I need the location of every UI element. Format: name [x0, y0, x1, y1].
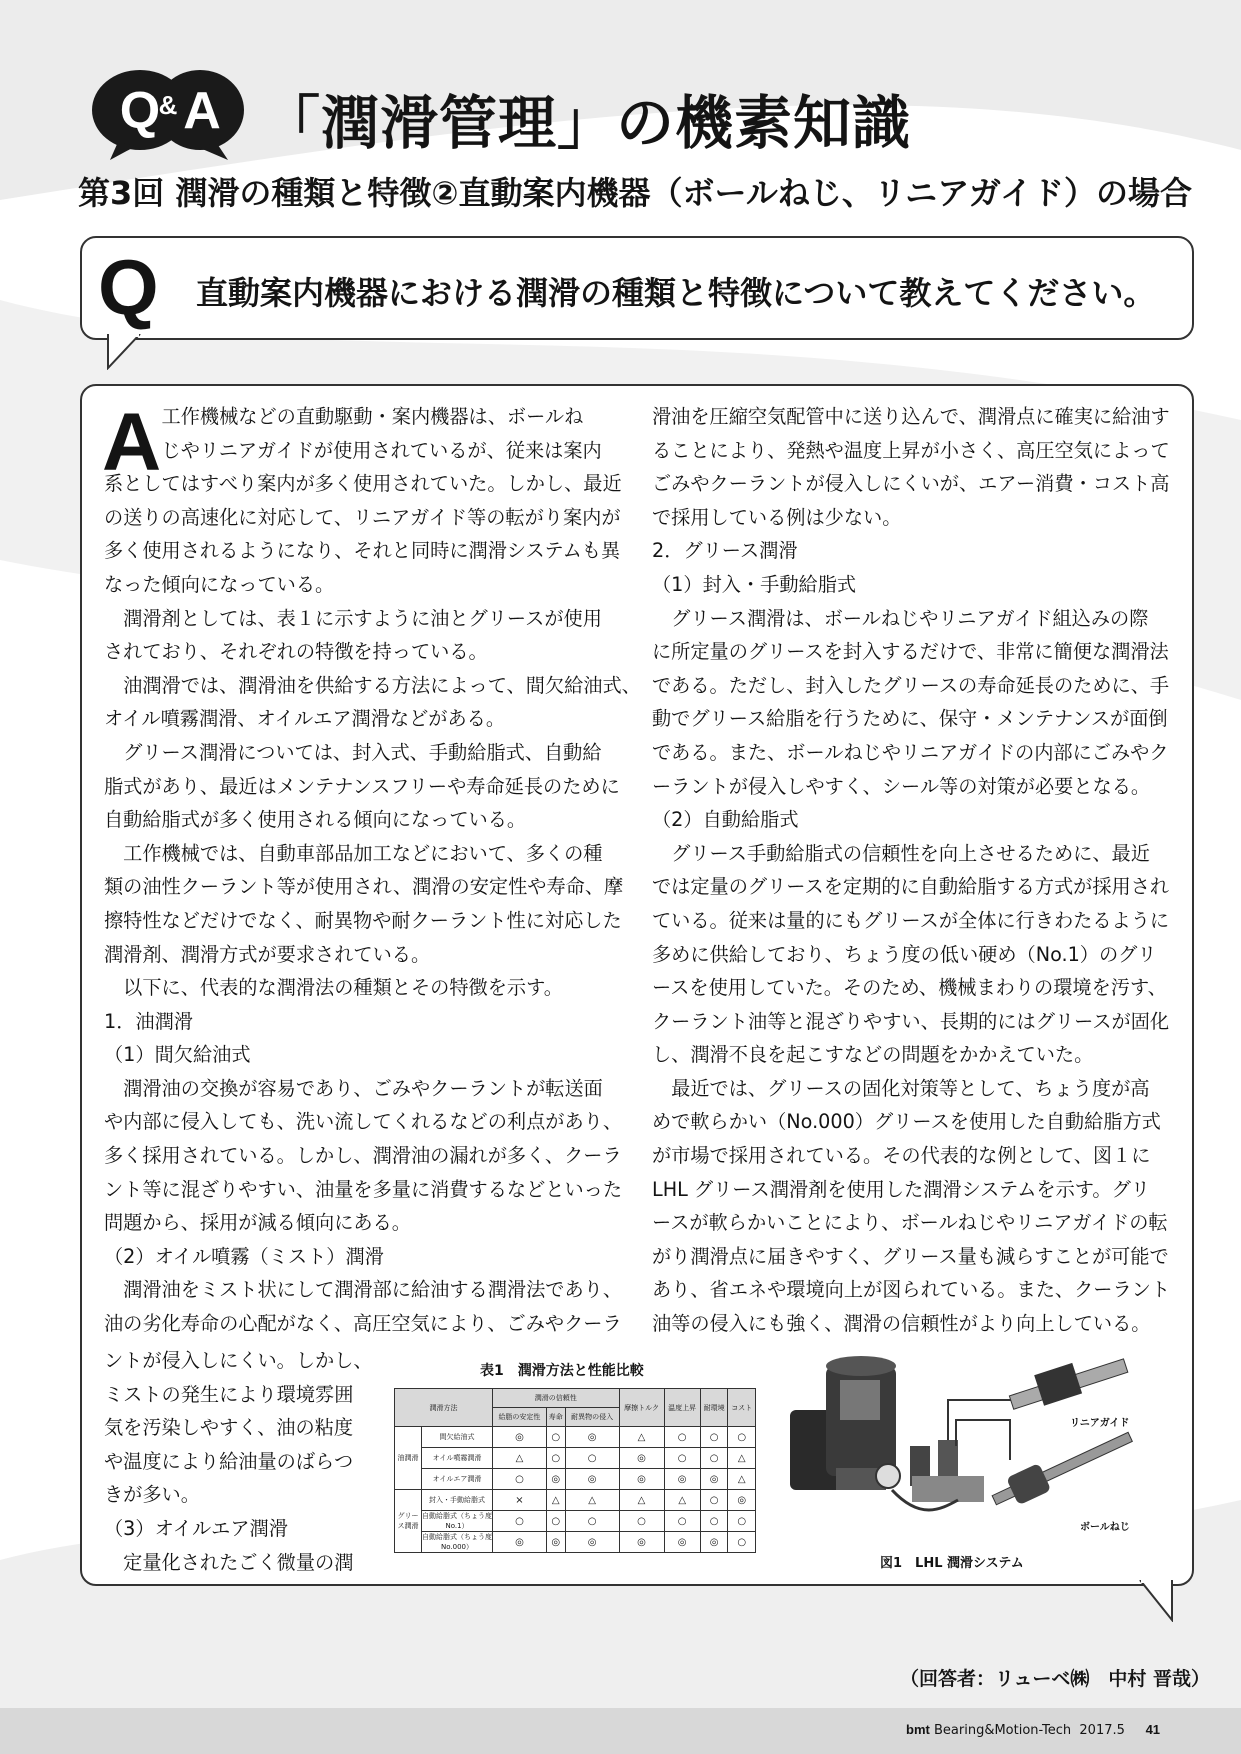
table-row-label: 封入・手動給脂式: [422, 1490, 493, 1511]
text-line: の送りの高速化に対応して、リニアガイド等の転がり案内が: [104, 505, 621, 529]
text-line: 類の油性クーラント等が使用され、潤滑の安定性や寿命、摩: [104, 875, 624, 899]
footer-issue: 2017.5: [1079, 1723, 1125, 1738]
performance-table: [394, 1388, 756, 1553]
text-line: 滑油を圧縮空気配管中に送り込んで、潤滑点に確実に給油す: [652, 405, 1170, 428]
table-method-header: 潤滑方法: [395, 1389, 493, 1427]
text-line: や内部に侵入しても、洗い流してくれるなどの利点があり、: [104, 1110, 623, 1134]
table-row: [395, 1448, 756, 1469]
table-cell: △: [546, 1490, 565, 1511]
answer-tail: [1132, 1580, 1182, 1622]
table-row-label: 自動給脂式（ちょう度No.000）: [422, 1533, 492, 1551]
table-cell: ○: [565, 1448, 619, 1469]
table-cell: ○: [546, 1511, 565, 1532]
text-line: グリース手動給脂式の信頼性を向上させるために、最近: [652, 841, 1150, 865]
page-title: 「潤滑管理」の機素知識: [262, 89, 912, 157]
page-subtitle: 第3回 潤滑の種類と特徴②直動案内機器（ボールねじ、リニアガイド）の場合: [78, 174, 1192, 212]
table-column-header: 摩擦トルク: [619, 1389, 664, 1427]
table-cell: ◎: [493, 1427, 547, 1448]
table-column-header: 耐環境: [700, 1389, 728, 1427]
text-line: 気を汚染しやすく、油の粘度: [104, 1416, 354, 1440]
text-line: 多めに供給しており、ちょう度の低い硬め（No.1）のグリ: [652, 942, 1157, 966]
table-row-label: 自動給脂式（ちょう度No.1）: [422, 1512, 492, 1530]
text-line: ント等に混ざりやすい、油量を多量に消費するなどといった: [104, 1177, 623, 1201]
text-line: ースが軟らかいことにより、ボールねじやリニアガイドの転: [652, 1211, 1168, 1235]
table-cell: ◎: [728, 1490, 756, 1511]
text-line: 油等の侵入にも強く、潤滑の信頼性がより向上している。: [652, 1312, 1151, 1336]
text-line: 工作機械では、自動車部品加工などにおいて、多くの種: [104, 841, 603, 865]
text-line: あり、省エネや環境向上が図られている。また、クーラント: [652, 1278, 1171, 1302]
text-line: 1．油潤滑: [104, 1009, 193, 1033]
text-line: （2）自動給脂式: [652, 808, 799, 832]
answer-left-column: [104, 400, 641, 1341]
table-column-header: 給脂の安定性: [493, 1408, 547, 1427]
footer-page-number: 41: [1145, 1722, 1161, 1737]
table-row-label: オイル噴霧潤滑: [422, 1448, 493, 1469]
table-column-header: 寿命: [546, 1408, 565, 1427]
table-cell: ○: [664, 1427, 700, 1448]
text-line: がり潤滑点に届きやすく、グリース量も減らすことが可能で: [652, 1244, 1169, 1268]
text-line: じやリニアガイドが使用されているが、従来は案内: [104, 438, 602, 462]
text-line: し、潤滑不良を起こすなどの問題をかかえていた。: [652, 1043, 1094, 1067]
text-line: 油の劣化寿命の心配がなく、高圧空気により、ごみやクーラ: [104, 1312, 622, 1336]
text-line: オイル噴霧潤滑、オイルエア潤滑などがある。: [104, 707, 506, 731]
table-cell: △: [728, 1469, 756, 1490]
text-line: （3）オイルエア潤滑: [104, 1516, 288, 1540]
text-line: に所定量のグリースを封入するだけで、非常に簡便な潤滑法: [652, 640, 1169, 664]
text-line: ーラントが侵入しやすく、シール等の対策が必要となる。: [652, 774, 1151, 798]
table-group-label: 油潤滑: [395, 1427, 422, 1490]
table-group-header: 潤滑の信頼性: [493, 1389, 620, 1408]
text-line: 油潤滑では、潤滑油を供給する方法によって、間欠給油式、: [104, 673, 641, 697]
table-cell: ◎: [700, 1532, 728, 1553]
table-cell: ○: [546, 1427, 565, 1448]
text-line: （1）封入・手動給脂式: [652, 572, 857, 596]
text-line: 系としてはすべり案内が多く使用されていた。しかし、最近: [104, 472, 622, 496]
answer-right-column: [652, 400, 1170, 1341]
qa-badge-icon: [88, 62, 246, 162]
table-cell: △: [664, 1490, 700, 1511]
svg-text:A: A: [183, 82, 221, 140]
label-linear-guide: リニアガイド: [1070, 1418, 1130, 1429]
answer-letter: A: [102, 397, 162, 488]
table-cell: △: [619, 1427, 664, 1448]
table-cell: ○: [700, 1511, 728, 1532]
text-line: ている。従来は量的にもグリースが全体に行きわたるように: [652, 908, 1170, 932]
text-line: 定量化されたごく微量の潤: [104, 1550, 354, 1574]
text-line: が市場で採用されている。その代表的な例として、図１に: [652, 1144, 1151, 1168]
table-cell: ○: [493, 1511, 547, 1532]
svg-text:&: &: [158, 90, 178, 120]
text-line: 潤滑剤、潤滑方式が要求されている。: [104, 942, 431, 966]
question-letter: Q: [98, 243, 159, 331]
table-cell: ○: [565, 1511, 619, 1532]
svg-text:Q: Q: [119, 82, 161, 140]
text-line: （2）オイル噴霧（ミスト）潤滑: [104, 1244, 384, 1268]
text-line: や温度により給油量のばらつ: [104, 1449, 354, 1473]
lhl-system-figure: [780, 1350, 1172, 1540]
text-line: 多く採用されている。しかし、潤滑油の漏れが多く、クーラ: [104, 1144, 622, 1168]
table-row: [395, 1469, 756, 1490]
label-ball-screw: ボールねじ: [1080, 1522, 1130, 1533]
table-cell: ○: [728, 1427, 756, 1448]
table-row-label: 間欠給油式: [422, 1427, 493, 1448]
table-cell: ○: [728, 1511, 756, 1532]
figure-caption: 図1 LHL 潤滑システム: [880, 1556, 1024, 1571]
table-column-header: コスト: [728, 1389, 756, 1427]
text-line: グリース潤滑は、ボールねじやリニアガイド組込みの際: [652, 606, 1149, 630]
footer-magazine: Bearing&Motion-Tech: [933, 1723, 1072, 1738]
table-cell: ×: [493, 1490, 547, 1511]
table-cell: △: [493, 1448, 547, 1469]
text-line: ントが侵入しにくい。しかし、: [104, 1349, 373, 1372]
text-line: LHL グリース潤滑剤を使用した潤滑システムを示す。グリ: [652, 1177, 1150, 1201]
question-tail: [104, 334, 144, 370]
table-group-label: グリース潤滑: [395, 1490, 422, 1553]
table-cell: ◎: [619, 1469, 664, 1490]
text-line: 最近では、グリースの固化対策等として、ちょう度が高: [652, 1076, 1150, 1100]
text-line: ミストの発生により環境雰囲: [104, 1382, 354, 1406]
table-cell: ○: [728, 1532, 756, 1553]
text-line: 問題から、採用が減る傾向にある。: [104, 1211, 411, 1235]
table-cell: ○: [700, 1427, 728, 1448]
text-line: 動でグリース給脂を行うために、保守・メンテナンスが面倒: [652, 707, 1168, 731]
text-line: きが多い。: [104, 1483, 200, 1507]
text-line: ることにより、発熱や温度上昇が小さく、高圧空気によって: [652, 438, 1170, 462]
text-line: 自動給脂式が多く使用される傾向になっている。: [104, 808, 527, 832]
table-cell: ○: [546, 1448, 565, 1469]
table-cell: ◎: [546, 1532, 565, 1553]
table-cell: ○: [664, 1448, 700, 1469]
table-cell: △: [619, 1490, 664, 1511]
table-column-header: 温度上昇: [664, 1389, 700, 1427]
text-line: グリース潤滑については、封入式、手動給脂式、自動給: [104, 740, 602, 764]
text-line: 多く使用されるようになり、それと同時に潤滑システムも異: [104, 539, 621, 563]
text-line: 以下に、代表的な潤滑法の種類とその特徴を示す。: [104, 976, 563, 1000]
text-line: 2．グリース潤滑: [652, 539, 798, 563]
table-cell: ◎: [619, 1448, 664, 1469]
text-line: で採用している例は少ない。: [652, 505, 902, 529]
table-cell: △: [728, 1448, 756, 1469]
question-text: 直動案内機器における潤滑の種類と特徴について教えてください。: [196, 274, 1156, 312]
table-cell: ○: [700, 1448, 728, 1469]
table-row: [395, 1532, 756, 1553]
text-line: なった傾向になっている。: [104, 572, 335, 596]
table-cell: ◎: [565, 1427, 619, 1448]
responder-credit: （回答者：リューベ㈱ 中村 晋哉）: [900, 1668, 1211, 1690]
table-cell: △: [565, 1490, 619, 1511]
table-cell: ○: [700, 1490, 728, 1511]
table-cell: ◎: [619, 1532, 664, 1553]
text-line: されており、それぞれの特徴を持っている。: [104, 640, 488, 664]
table-cell: ◎: [546, 1469, 565, 1490]
footer: [906, 1722, 1160, 1738]
text-line: では定量のグリースを定期的に自動給脂する方式が採用され: [652, 875, 1170, 899]
text-line: めで軟らかい（No.000）グリースを使用した自動給脂方式: [652, 1110, 1161, 1134]
table-cell: ○: [619, 1511, 664, 1532]
text-line: である。また、ボールねじやリニアガイドの内部にごみやク: [652, 740, 1169, 764]
table-cell: ◎: [565, 1469, 619, 1490]
table-cell: ◎: [565, 1532, 619, 1553]
text-line: 潤滑油の交換が容易であり、ごみやクーラントが転送面: [104, 1076, 603, 1100]
table-cell: ◎: [664, 1532, 700, 1553]
table-cell: ○: [493, 1469, 547, 1490]
table-cell: ○: [664, 1511, 700, 1532]
table-column-header: 耐異物の侵入: [565, 1408, 619, 1427]
text-line: ースを使用していた。そのため、機械まわりの環境を汚す、: [652, 976, 1167, 1000]
table-caption: 表1 潤滑方法と性能比較: [480, 1363, 644, 1379]
table-cell: ◎: [493, 1532, 547, 1553]
text-line: 潤滑油をミスト状にして潤滑部に給油する潤滑法であり、: [104, 1278, 623, 1302]
table-row: [395, 1427, 756, 1448]
table-row: [395, 1511, 756, 1532]
answer-narrow-column: [104, 1344, 373, 1579]
text-line: クーラント油等と混ざりやすい、長期的にはグリースが固化: [652, 1009, 1170, 1033]
text-line: （1）間欠給油式: [104, 1043, 251, 1067]
text-line: 脂式があり、最近はメンテナンスフリーや寿命延長のために: [104, 774, 620, 798]
text-line: ごみやクーラントが侵入しにくいが、エアー消費・コスト高: [652, 472, 1170, 496]
footer-logo: bmt: [906, 1722, 930, 1737]
table-row-label: オイルエア潤滑: [422, 1469, 493, 1490]
text-line: である。ただし、封入したグリースの寿命延長のために、手: [652, 673, 1170, 697]
table-row: [395, 1490, 756, 1511]
text-line: 工作機械などの直動駆動・案内機器は、ボールね: [104, 405, 584, 428]
text-line: 擦特性などだけでなく、耐異物や耐クーラント性に対応した: [104, 908, 622, 932]
text-line: 潤滑剤としては、表１に示すように油とグリースが使用: [104, 606, 602, 630]
table-cell: ◎: [664, 1469, 700, 1490]
table-cell: ◎: [700, 1469, 728, 1490]
